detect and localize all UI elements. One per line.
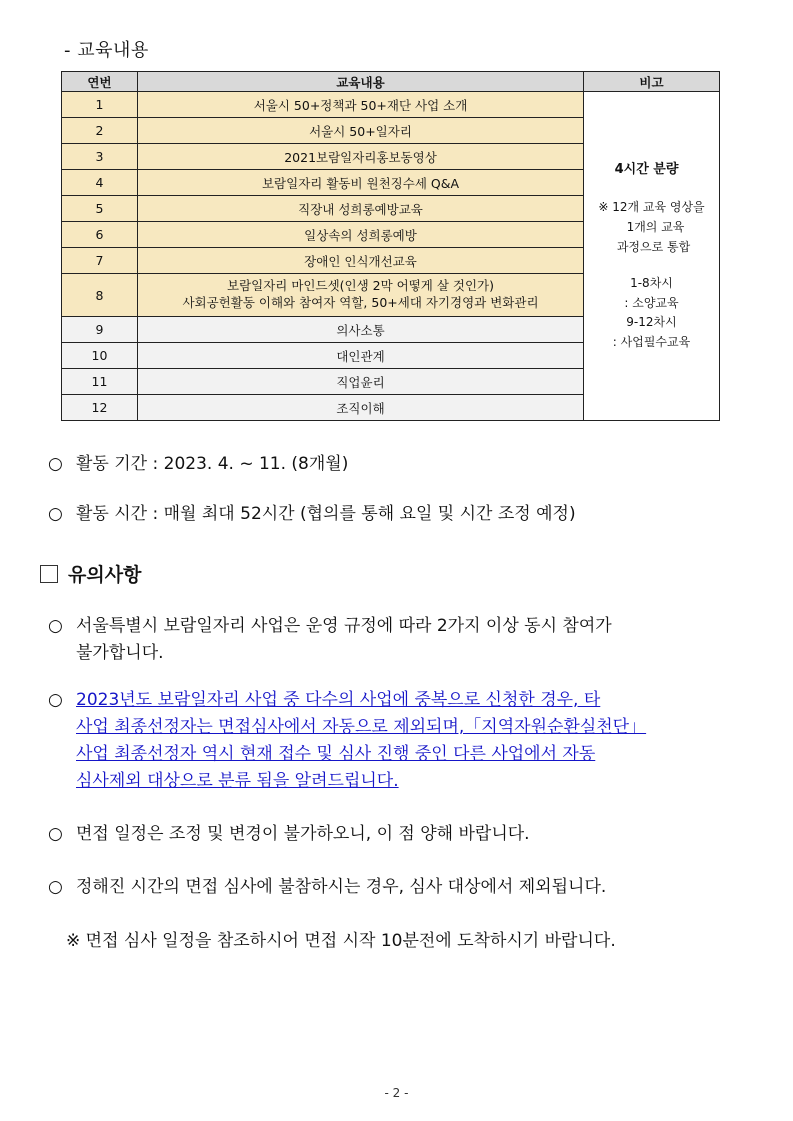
note-title: 4시간 분량 xyxy=(614,161,679,177)
bullet-circle: ○ xyxy=(48,616,63,636)
header-note: 비고 xyxy=(584,72,720,92)
notice-item-2-line4: 심사제외 대상으로 분류 됨을 알려드립니다. xyxy=(76,771,399,791)
activity-hours xyxy=(48,501,758,528)
note-merge-line3: 과정으로 통합 xyxy=(616,240,691,255)
notice-remark-text: ※ 면접 심사 일정을 참조하시어 면접 시작 10분전에 도착하시기 바랍니다. xyxy=(66,931,616,951)
checkbox-square-icon xyxy=(40,565,58,583)
row-content-line2: 사회공헌활동 이해와 참여자 역할, 50+세대 자기경영과 변화관리 xyxy=(182,295,539,310)
row-no: 6 xyxy=(62,222,138,248)
notice-item-3-text: 면접 일정은 조정 및 변경이 불가하오니, 이 점 양해 바랍니다. xyxy=(76,824,530,844)
note-split-line3: 9-12차시 xyxy=(626,315,677,330)
row-content: 의사소통 xyxy=(138,317,584,343)
notice-item-3 xyxy=(48,821,758,848)
row-no: 7 xyxy=(62,248,138,274)
row-content-line1: 보람일자리 마인드셋(인생 2막 어떻게 살 것인가) xyxy=(227,278,494,294)
notice-item-1-text xyxy=(76,613,756,667)
row-no: 8 xyxy=(62,274,138,317)
row-content: 직업윤리 xyxy=(138,369,584,395)
notice-item-2-line1: 2023년도 보람일자리 사업 중 다수의 사업에 중복으로 신청한 경우, 타 xyxy=(76,690,601,710)
row-no: 10 xyxy=(62,343,138,369)
notice-item-1 xyxy=(48,613,758,663)
row-content: 서울시 50+정책과 50+재단 사업 소개 xyxy=(138,92,584,118)
note-split-line2: : 소양교육 xyxy=(624,295,679,310)
notice-item-4 xyxy=(48,874,758,901)
row-no: 2 xyxy=(62,118,138,144)
row-no: 1 xyxy=(62,92,138,118)
notice-heading xyxy=(40,560,141,587)
section-title: - 교육내용 xyxy=(64,40,149,61)
row-no: 4 xyxy=(62,170,138,196)
row-content: 대인관계 xyxy=(138,343,584,369)
table-header-row xyxy=(62,72,720,92)
row-content xyxy=(138,274,584,317)
notice-item-1-line1: 서울특별시 보람일자리 사업은 운영 규정에 따라 2가지 이상 동시 참여가 xyxy=(76,616,612,636)
bullet-circle: ○ xyxy=(48,690,63,710)
row-content: 보람일자리 활동비 원천징수세 Q&A xyxy=(138,170,584,196)
activity-period-text: 활동 기간 : 2023. 4. ~ 11. (8개월) xyxy=(76,454,349,474)
row-content: 장애인 인식개선교육 xyxy=(138,248,584,274)
note-merge xyxy=(584,198,719,257)
notice-item-2-line3: 사업 최종선정자 역시 현재 접수 및 심사 진행 중인 다른 사업에서 자동 xyxy=(76,744,596,764)
bullet-circle: ○ xyxy=(48,454,63,474)
header-no: 연번 xyxy=(62,72,138,92)
note-merge-line2: 1개의 교육 xyxy=(626,220,685,235)
notice-remark xyxy=(66,928,776,955)
notice-heading-text: 유의사항 xyxy=(68,564,142,586)
row-content: 조직이해 xyxy=(138,395,584,421)
note-merge-line1: ※ 12개 교육 영상을 xyxy=(598,200,705,215)
bullet-circle: ○ xyxy=(48,504,63,524)
education-table xyxy=(61,71,720,421)
bullet-circle: ○ xyxy=(48,824,63,844)
note-split xyxy=(584,274,719,353)
row-content: 서울시 50+일자리 xyxy=(138,118,584,144)
row-no: 5 xyxy=(62,196,138,222)
note-split-line4: : 사업필수교육 xyxy=(612,335,691,350)
bullet-circle: ○ xyxy=(48,877,63,897)
row-content: 일상속의 성희롱예방 xyxy=(138,222,584,248)
row-no: 3 xyxy=(62,144,138,170)
activity-period xyxy=(48,451,758,478)
notice-item-4-text: 정해진 시간의 면접 심사에 불참하시는 경우, 심사 대상에서 제외됩니다. xyxy=(76,877,607,897)
row-no: 12 xyxy=(62,395,138,421)
note-cell xyxy=(584,92,720,421)
notice-item-2 xyxy=(48,687,758,791)
notice-item-2-line2: 사업 최종선정자는 면접심사에서 자동으로 제외되며,「지역자원순환실천단」 xyxy=(76,717,647,737)
activity-hours-text: 활동 시간 : 매월 최대 52시간 (협의를 통해 요일 및 시간 조정 예정) xyxy=(76,504,576,524)
header-content: 교육내용 xyxy=(138,72,584,92)
table-row xyxy=(62,92,720,118)
row-no: 9 xyxy=(62,317,138,343)
notice-item-1-line2: 불가합니다. xyxy=(76,643,164,663)
note-split-line1: 1-8차시 xyxy=(630,275,673,290)
page-number: - 2 - xyxy=(384,1086,409,1100)
notice-item-2-text xyxy=(76,687,756,795)
row-content: 직장내 성희롱예방교육 xyxy=(138,196,584,222)
row-content: 2021보람일자리홍보동영상 xyxy=(138,144,584,170)
row-no: 11 xyxy=(62,369,138,395)
